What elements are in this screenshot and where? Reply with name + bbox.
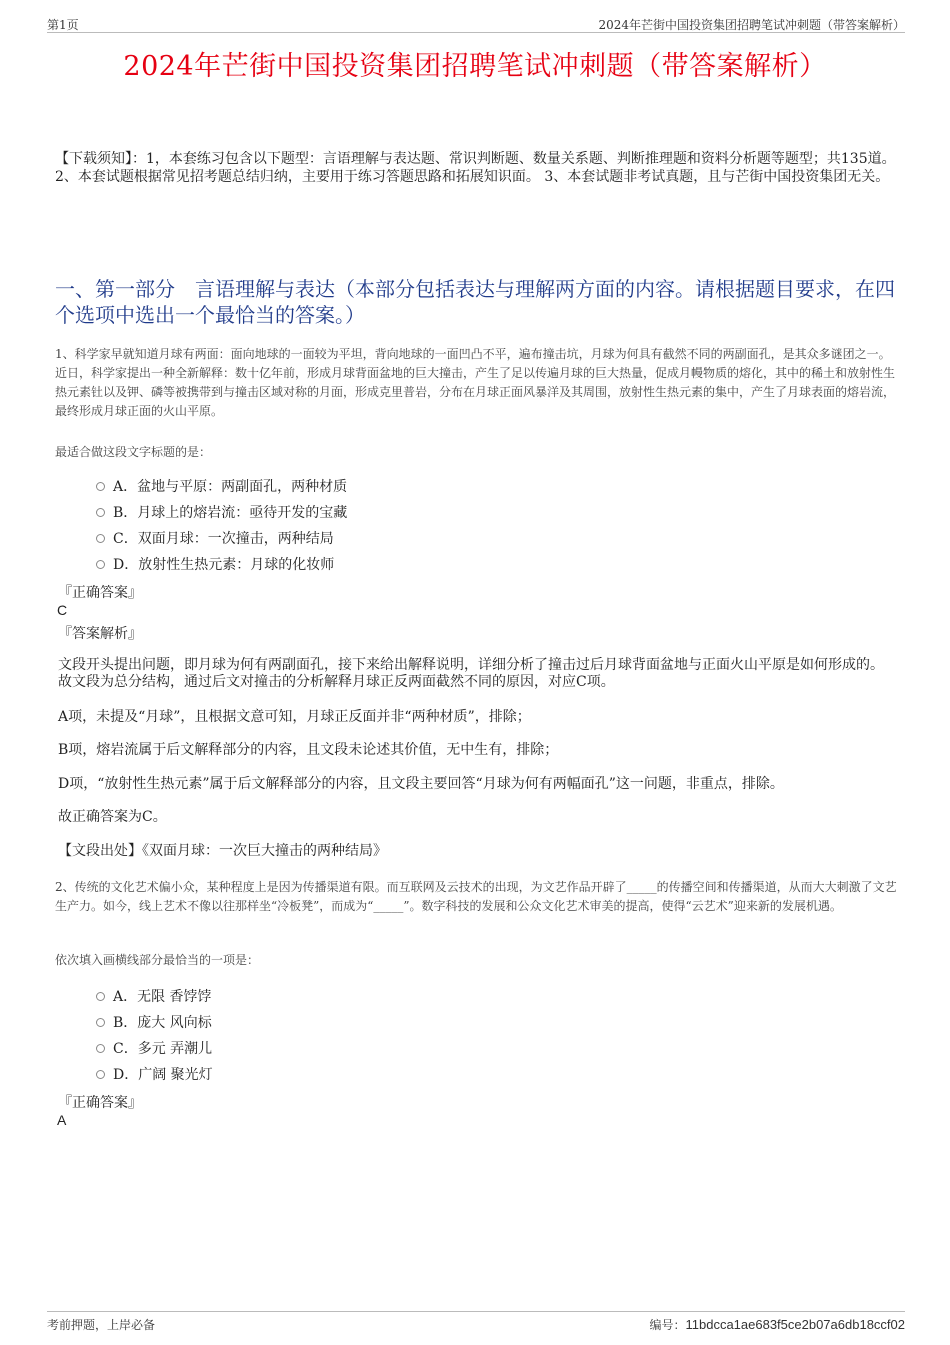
radio-icon[interactable] (96, 1018, 105, 1027)
radio-icon[interactable] (96, 560, 105, 569)
page-number: 第1页 (47, 18, 79, 32)
q2-answer: A (57, 1112, 67, 1128)
q1-options (96, 473, 347, 577)
q2-stem: 2、传统的文化艺术偏小众，某种程度上是因为传播渠道有限。而互联网及云技术的出现，为文艺作品开辟了_____的传播空间和传播渠道，从而大大刺激了文艺生产力。如今，线上艺术不像以往那样坐“冷板凳”，而成为“_____”。数字科技的发展和公众文化艺术审美的提高，使得“云艺术”迎来新的发展机遇。 (55, 880, 897, 913)
q1-source: 【文段出处】《双面月球：一次巨大撞击的两种结局》 (58, 843, 387, 859)
radio-icon[interactable] (96, 534, 105, 543)
q1-analysis-para: 文段开头提出问题，即月球为何有两副面孔，接下来给出解释说明，详细分析了撞击过后月球背面盆地与正面火山平原是如何形成的。故文段为总分结构，通过后文对撞击的分析解释月球正反两面截然不同的原因，对应C项。 (58, 657, 884, 690)
q1-answer-label: 『正确答案』 (58, 585, 142, 601)
q1-analysis-d: D项，“放射性生热元素”属于后文解释部分的内容，且文段主要回答“月球为何有两幅面孔”这一问题，非重点，排除。 (58, 776, 784, 792)
q1-option-d[interactable]: D．放射性生热元素：月球的化妆师 (96, 551, 347, 577)
q1-analysis-a: A项，未提及“月球”，且根据文意可知，月球正反面并非“两种材质”，排除； (58, 709, 531, 725)
footer-code-value: 11bdcca1ae683f5ce2b07a6db18ccf02 (685, 1317, 905, 1332)
radio-icon[interactable] (96, 1044, 105, 1053)
q1-option-c[interactable]: C．双面月球：一次撞击，两种结局 (96, 525, 347, 551)
q2-prompt: 依次填入画横线部分最恰当的一项是： (55, 953, 260, 967)
q2-option-c[interactable]: C．多元 弄潮儿 (96, 1035, 213, 1061)
footer-code-label: 编号： (649, 1318, 686, 1332)
footer-code (649, 1316, 905, 1333)
header-doc-title: 2024年芒街中国投资集团招聘笔试冲刺题（带答案解析） (598, 18, 905, 32)
radio-icon[interactable] (96, 992, 105, 1001)
q1-analysis-conclusion: 故正确答案为C。 (58, 809, 167, 825)
page-footer (47, 1311, 905, 1332)
q2-options (96, 983, 213, 1087)
q1-option-b[interactable]: B．月球上的熔岩流：亟待开发的宝藏 (96, 499, 347, 525)
radio-icon[interactable] (96, 482, 105, 491)
download-notice: 【下载须知】：1，本套练习包含以下题型：言语理解与表达题、常识判断题、数量关系题、判断推理题和资料分析题等题型；共135道。 2、本套试题根据常见招考题总结归纳，主要用于练习答题思路和拓展知识面。 3、本套试题非考试真题，且与芒街中国投资集团无关。 (55, 151, 896, 185)
q1-analysis-b: B项，熔岩流属于后文解释部分的内容，且文段未论述其价值，无中生有，排除； (58, 742, 559, 758)
q1-answer: C (57, 602, 68, 618)
q1-option-a[interactable]: A．盆地与平原：两副面孔，两种材质 (96, 473, 347, 499)
footer-slogan: 考前押题，上岸必备 (47, 1318, 156, 1332)
q1-analysis-label: 『答案解析』 (58, 626, 142, 642)
q1-stem: 1、科学家早就知道月球有两面：面向地球的一面较为平坦，背向地球的一面凹凸不平，遍布撞击坑，月球为何具有截然不同的两副面孔，是其众多谜团之一。近日，科学家提出一种全新解释：数十亿年前，形成月球背面盆地的巨大撞击，产生了足以传遍月球的巨大热量，促成月幔物质的熔化，其中的稀土和放射性生热元素钍以及钾、磷等被携带到与撞击区域对称的月面，形成克里普岩，分布在月球正面风暴洋及其周围，放射性生热元素的集中，产生了月球表面的熔岩流，最终形成月球正面的火山平原。 (55, 347, 896, 418)
q1-prompt: 最适合做这段文字标题的是： (55, 445, 212, 459)
page-header (47, 14, 905, 33)
section-heading: 一、第一部分 言语理解与表达（本部分包括表达与理解两方面的内容。请根据题目要求，在四个选项中选出一个最恰当的答案。） (55, 277, 895, 327)
radio-icon[interactable] (96, 1070, 105, 1079)
q2-option-d[interactable]: D．广阔 聚光灯 (96, 1061, 213, 1087)
radio-icon[interactable] (96, 508, 105, 517)
q2-answer-label: 『正确答案』 (58, 1095, 142, 1111)
q2-option-b[interactable]: B．庞大 风向标 (96, 1009, 213, 1035)
q2-option-a[interactable]: A．无限 香饽饽 (96, 983, 213, 1009)
page-title: 2024年芒街中国投资集团招聘笔试冲刺题（带答案解析） (123, 51, 827, 82)
